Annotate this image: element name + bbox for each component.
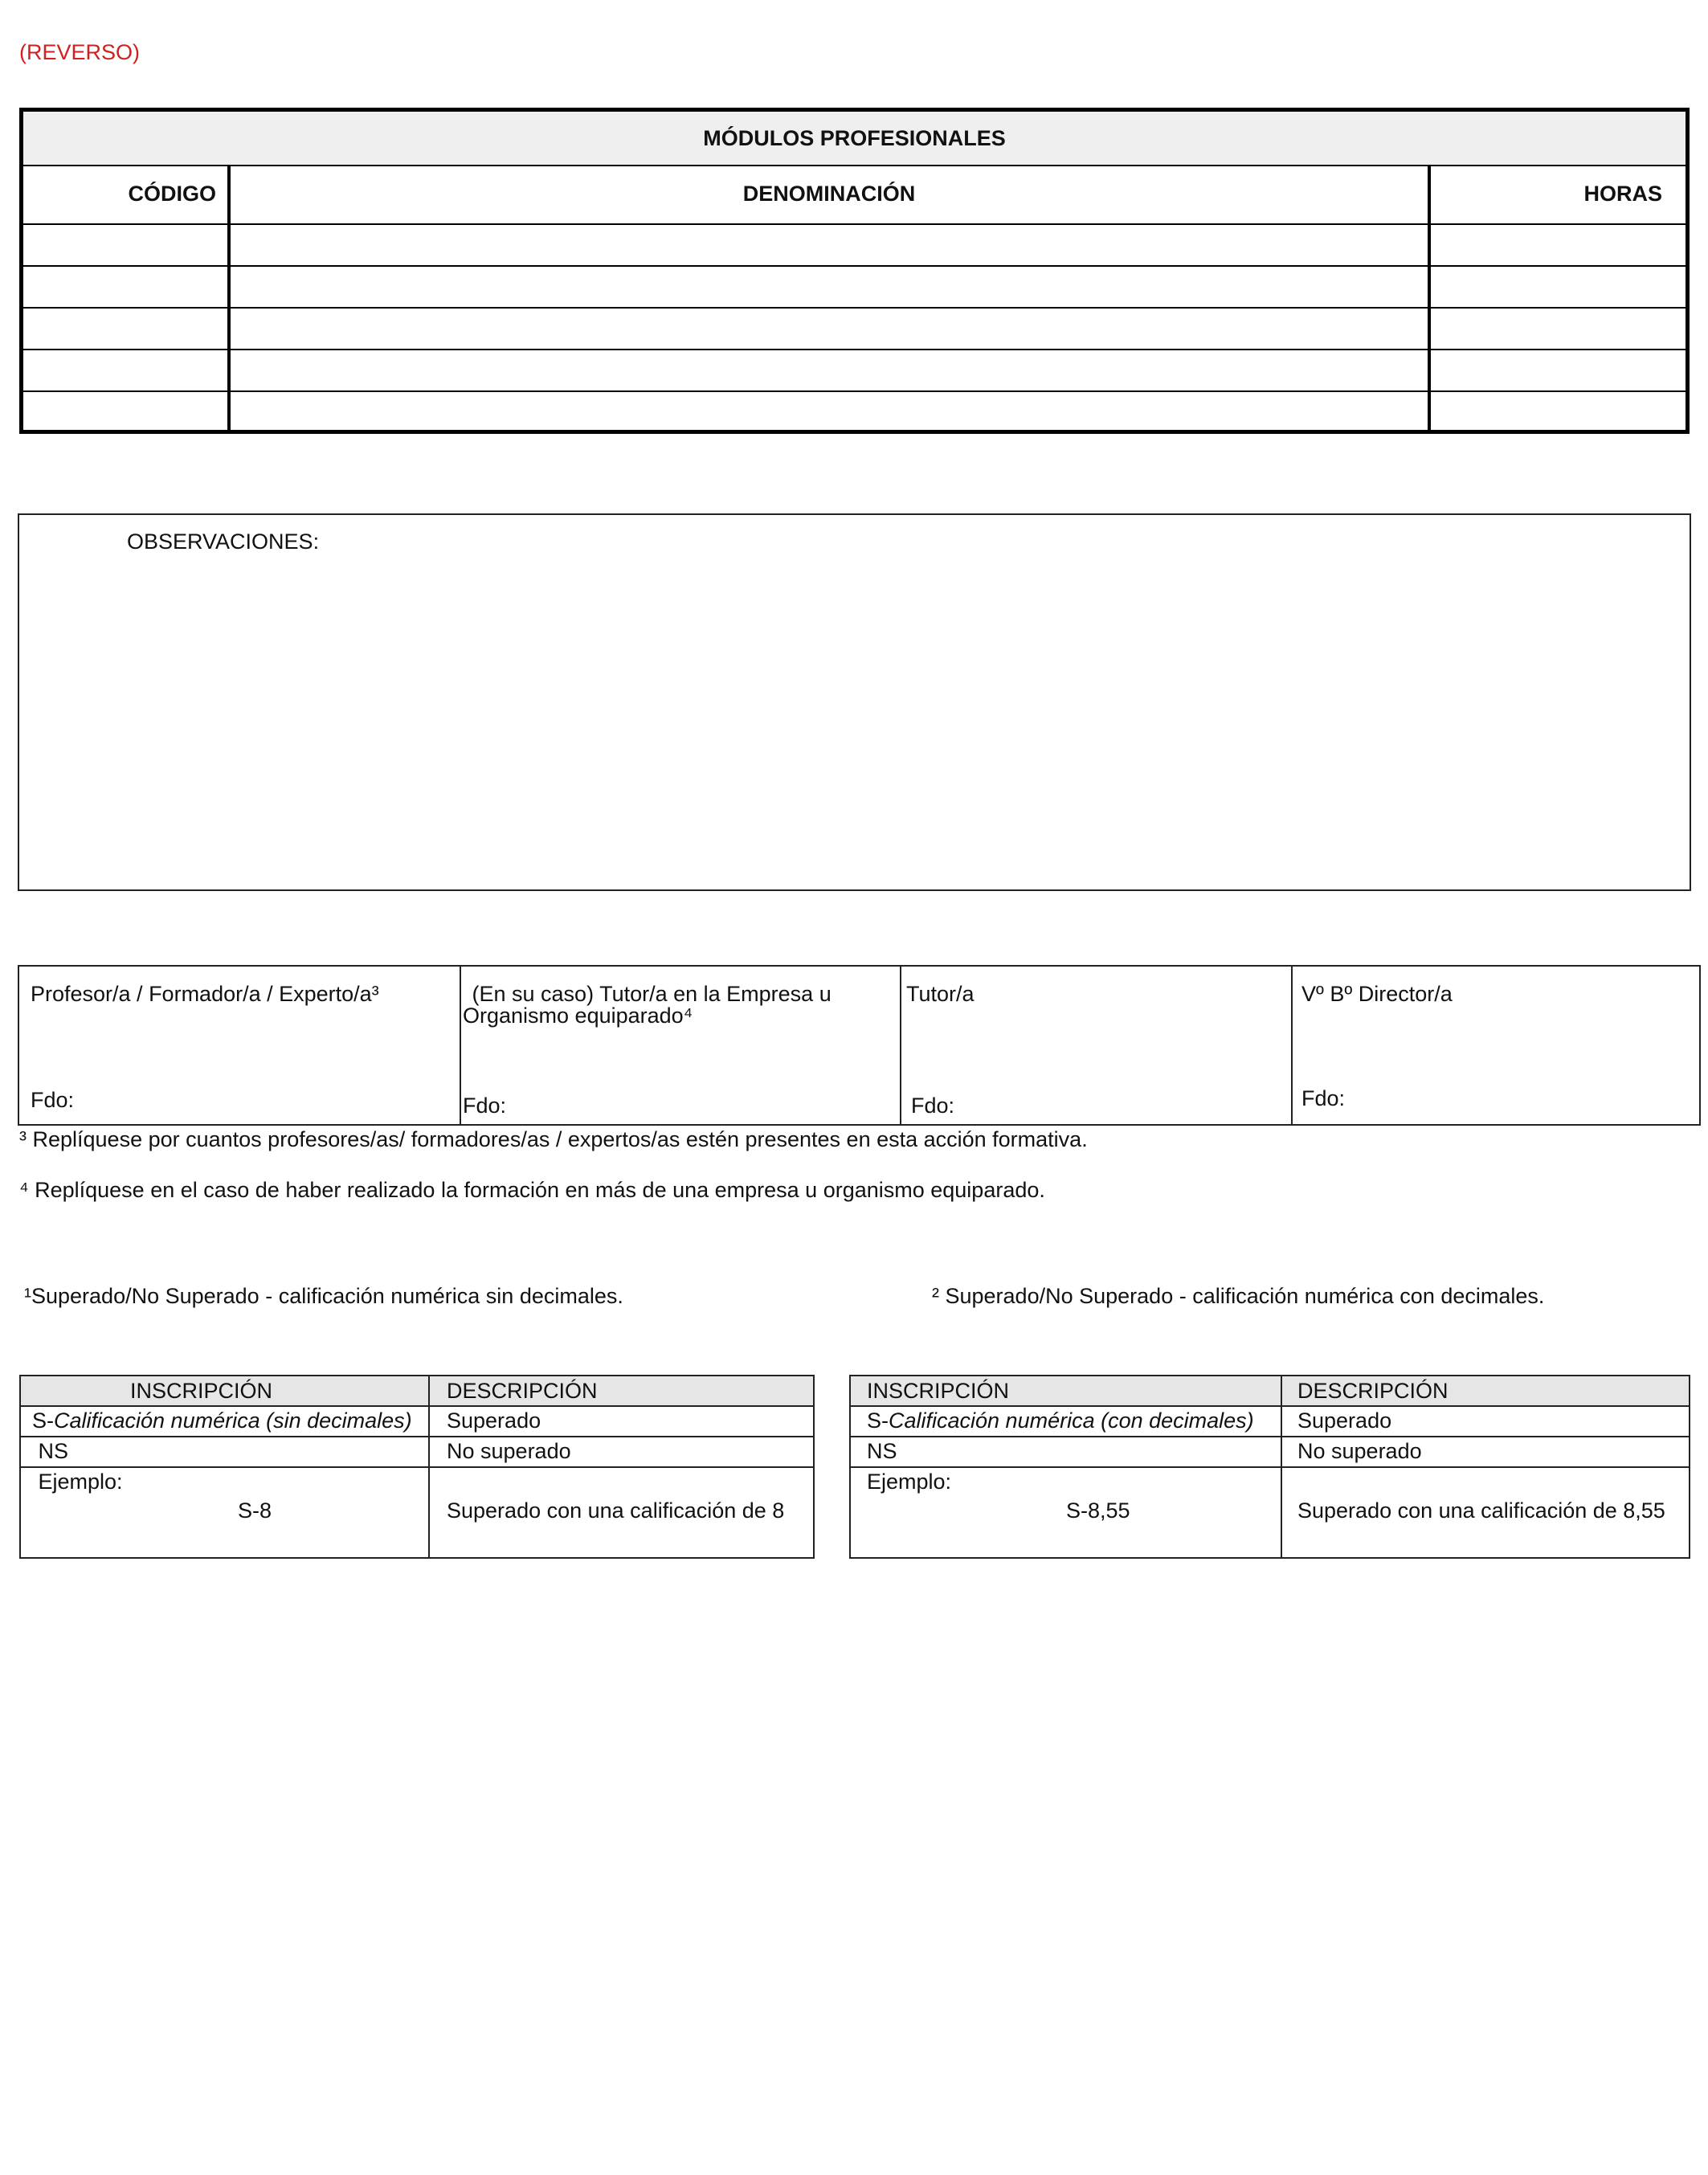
legend-column-divider — [428, 1376, 430, 1557]
column-header-horas: HORAS — [1583, 182, 1662, 206]
legend-row-divider — [21, 1436, 813, 1437]
observaciones-label: OBSERVACIONES: — [127, 529, 320, 554]
legend-table-con-decimales — [849, 1375, 1690, 1559]
legend-prefix: S- — [867, 1408, 889, 1433]
signature-role-profesor: Profesor/a / Formador/a / Experto/a³ — [31, 982, 379, 1006]
legend-row-divider — [21, 1466, 813, 1468]
table-row-divider — [23, 390, 1686, 392]
footnote-1: ¹Superado/No Superado - calificación numérica sin decimales. — [24, 1284, 623, 1308]
signature-divider — [460, 967, 461, 1124]
legend-descripcion-no-superado: No superado — [447, 1439, 571, 1463]
modules-table — [19, 108, 1690, 434]
column-header-denominacion: DENOMINACIÓN — [742, 182, 916, 206]
signature-divider — [1291, 967, 1293, 1124]
signature-role-tutor-empresa-line2: Organismo equiparado⁴ — [463, 1004, 693, 1028]
legend-ejemplo-label: Ejemplo: — [867, 1470, 952, 1494]
legend-head-descripcion: DESCRIPCIÓN — [447, 1379, 598, 1403]
signature-fdo: Fdo: — [463, 1094, 507, 1118]
legend-ejemplo-descripcion: Superado con una calificación de 8 — [447, 1498, 785, 1523]
signature-fdo: Fdo: — [911, 1094, 955, 1118]
legend-ejemplo-value: S-8 — [238, 1498, 272, 1523]
signature-divider — [900, 967, 901, 1124]
modules-title: MÓDULOS PROFESIONALES — [23, 112, 1686, 166]
reverso-label: (REVERSO) — [19, 40, 141, 64]
column-header-codigo: CÓDIGO — [128, 182, 216, 206]
legend-calificacion-text: Calificación numérica (sin decimales) — [54, 1408, 412, 1433]
legend-inscripcion-calificacion — [32, 1408, 412, 1433]
table-row-divider — [23, 349, 1686, 350]
legend-ejemplo-value: S-8,55 — [1066, 1498, 1130, 1523]
observaciones-box[interactable] — [18, 513, 1691, 891]
legend-prefix: S- — [32, 1408, 54, 1433]
legend-ejemplo-descripcion: Superado con una calificación de 8,55 — [1297, 1498, 1665, 1523]
legend-inscripcion-ns: NS — [867, 1439, 897, 1463]
legend-ejemplo-label: Ejemplo: — [32, 1470, 123, 1494]
legend-inscripcion-ns: NS — [32, 1439, 69, 1463]
legend-column-divider — [1281, 1376, 1282, 1557]
legend-head-inscripcion: INSCRIPCIÓN — [130, 1379, 273, 1403]
signature-role-tutor-empresa: (En su caso) Tutor/a en la Empresa u — [466, 982, 832, 1006]
table-row-divider — [23, 307, 1686, 309]
signature-fdo: Fdo: — [31, 1088, 75, 1112]
legend-table-sin-decimales — [19, 1375, 815, 1559]
signatures-table — [18, 965, 1701, 1126]
signature-role-director: Vº Bº Director/a — [1301, 982, 1453, 1006]
legend-row-divider — [851, 1466, 1689, 1468]
table-row-divider — [23, 223, 1686, 225]
legend-inscripcion-calificacion — [867, 1408, 1254, 1433]
legend-descripcion-no-superado: No superado — [1297, 1439, 1422, 1463]
legend-head-descripcion: DESCRIPCIÓN — [1297, 1379, 1449, 1403]
footnote-3: ³ Replíquese por cuantos profesores/as/ formadores/as / expertos/as estén presentes en esta acción formativa. — [19, 1127, 1088, 1151]
legend-descripcion-superado: Superado — [1297, 1408, 1392, 1433]
footnote-4: ⁴ Replíquese en el caso de haber realizado la formación en más de una empresa u organismo equiparado. — [19, 1178, 1045, 1202]
legend-descripcion-superado: Superado — [447, 1408, 541, 1433]
legend-row-divider — [851, 1436, 1689, 1437]
signature-role-tutor: Tutor/a — [906, 982, 975, 1006]
footnote-2: ² Superado/No Superado - calificación numérica con decimales. — [932, 1284, 1545, 1308]
legend-calificacion-text: Calificación numérica (con decimales) — [889, 1408, 1254, 1433]
table-row-divider — [23, 265, 1686, 267]
signature-fdo: Fdo: — [1301, 1086, 1346, 1110]
legend-head-inscripcion: INSCRIPCIÓN — [867, 1379, 1010, 1403]
